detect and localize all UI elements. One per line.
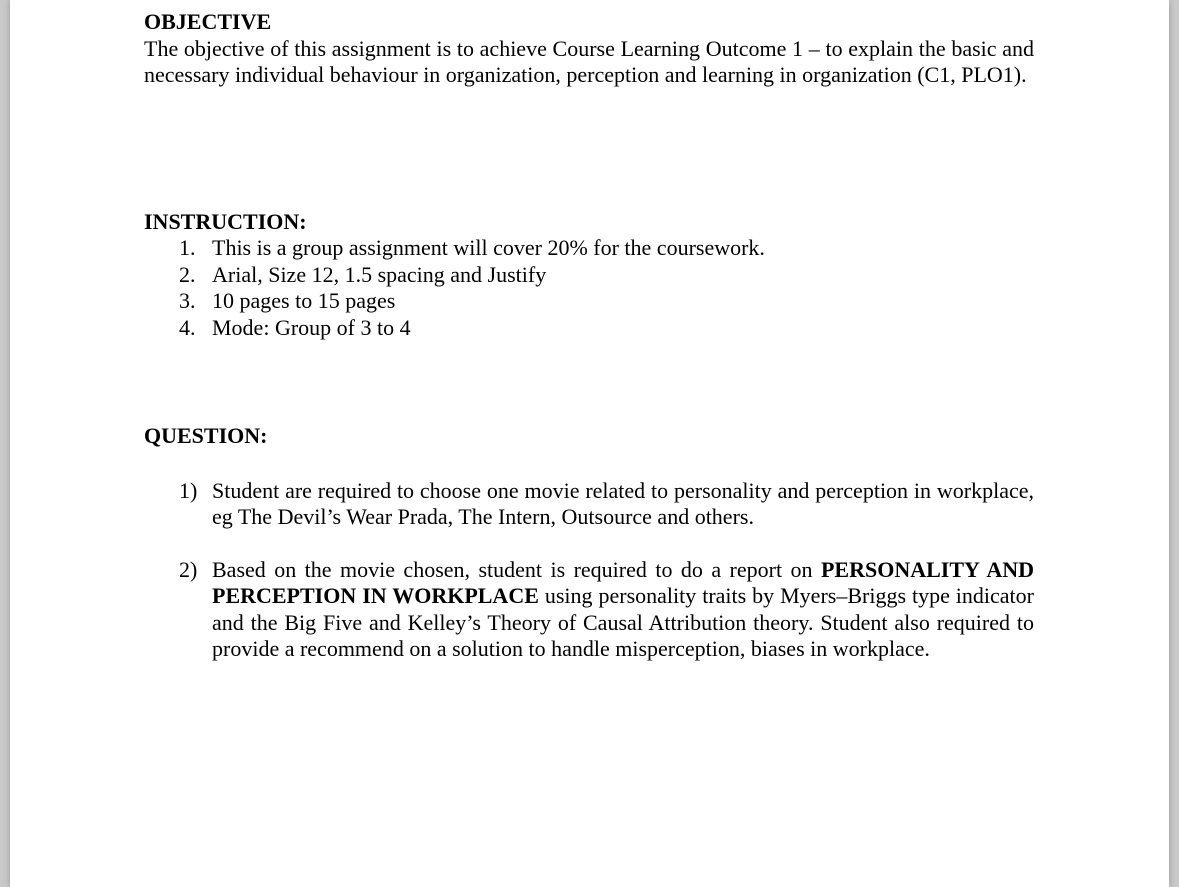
objective-section	[144, 9, 1034, 89]
question-item	[144, 478, 1034, 531]
instruction-text: Arial, Size 12, 1.5 spacing and Justify	[212, 261, 547, 287]
instruction-number: 2.	[179, 261, 196, 287]
instruction-number: 1.	[179, 235, 196, 260]
objective-text: The objective of this assignment is to achieve Course Learning Outcome 1 – to explain the basic and necessary individual behaviour in organization, perception and learning in organization (C1, PLO1).	[144, 35, 1034, 87]
instruction-section	[144, 209, 1034, 342]
instruction-number: 3.	[179, 288, 196, 313]
instruction-text: This is a group assignment will cover 20% for the coursework.	[212, 235, 765, 260]
instruction-item	[144, 315, 1034, 342]
instruction-item	[144, 262, 1034, 289]
instruction-item	[144, 288, 1034, 315]
instruction-list	[144, 235, 1034, 341]
question-text-before: Based on the movie chosen, student is required to do a report on	[212, 556, 821, 582]
instruction-text: 10 pages to 15 pages	[212, 288, 396, 313]
instruction-text: Mode: Group of 3 to 4	[212, 314, 411, 340]
instruction-heading: INSTRUCTION:	[144, 208, 307, 234]
question-number: 1)	[179, 477, 198, 503]
question-list	[144, 478, 1034, 663]
document-page	[10, 0, 1169, 887]
question-number: 2)	[179, 556, 198, 582]
question-emphasis: PERSONALITY AND PERCEPTION IN WORKPLACE	[212, 556, 1034, 608]
question-text: Student are required to choose one movie related to personality and perception in workplace, eg The Devil’s Wear Prada, The Intern, Outsource and others.	[212, 477, 1034, 529]
instruction-number: 4.	[179, 314, 196, 340]
question-section	[144, 423, 1034, 663]
instruction-item	[144, 235, 1034, 262]
question-heading: QUESTION:	[144, 423, 268, 448]
question-text-after: using personality traits by Myers–Briggs type indicator and the Big Five and Kelley’s Theory of Causal Attribution theory. Student also required to provide a recommend on a solution to handle misperception, biases in workplace.	[212, 583, 1034, 661]
question-item	[144, 557, 1034, 663]
document-content	[144, 9, 1034, 689]
objective-heading: OBJECTIVE	[144, 9, 272, 34]
